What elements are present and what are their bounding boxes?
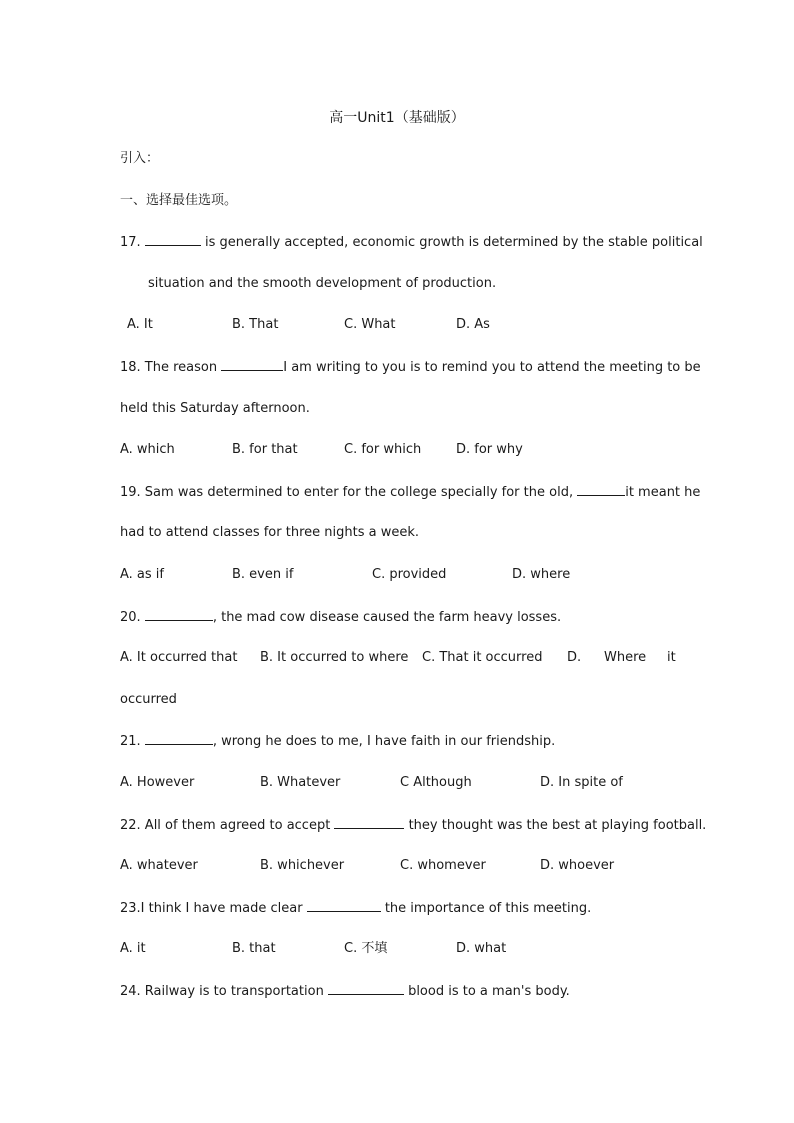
option-c: C. for which xyxy=(344,442,422,457)
option-a: A. which xyxy=(120,442,175,457)
option-d: D. where xyxy=(512,567,571,582)
intro-label: 引入： xyxy=(120,151,160,166)
option-d: D. what xyxy=(456,941,507,956)
option-d: D. As xyxy=(456,317,490,332)
option-d-text: it xyxy=(667,650,676,665)
option-d: D. In spite of xyxy=(540,775,623,790)
option-a: A. as if xyxy=(120,567,164,582)
answer-blank xyxy=(145,608,213,621)
option-c: C. 不填 xyxy=(344,941,388,956)
option-a: A. whatever xyxy=(120,858,198,873)
option-d: D. for why xyxy=(456,442,523,457)
answer-blank xyxy=(577,483,625,496)
question-19-continued: had to attend classes for three nights a week. xyxy=(120,525,419,540)
page-title: 高一Unit1（基础版） xyxy=(329,110,465,126)
option-a: A. It occurred that xyxy=(120,650,238,665)
option-c: C. What xyxy=(344,317,396,332)
option-c: C. provided xyxy=(372,567,447,582)
answer-blank xyxy=(307,899,381,912)
question-17: 17. is generally accepted, economic growth is determined by the stable political xyxy=(120,235,703,250)
option-d: D. whoever xyxy=(540,858,615,873)
question-20: 20. , the mad cow disease caused the farm heavy losses. xyxy=(120,610,562,625)
question-21: 21. , wrong he does to me, I have faith in our friendship. xyxy=(120,734,556,749)
option-b: B. That xyxy=(232,317,279,332)
option-c: C Although xyxy=(400,775,472,790)
question-23: 23.I think I have made clear the importance of this meeting. xyxy=(120,901,592,916)
section-heading: 一、选择最佳选项。 xyxy=(120,193,238,208)
answer-blank xyxy=(145,732,213,745)
option-b: B. whichever xyxy=(260,858,345,873)
answer-blank xyxy=(221,358,283,371)
question-22: 22. All of them agreed to accept they thought was the best at playing football. xyxy=(120,818,707,833)
question-17-continued: situation and the smooth development of production. xyxy=(148,276,497,291)
option-d: D. xyxy=(567,650,582,665)
option-b: B. Whatever xyxy=(260,775,341,790)
question-19: 19. Sam was determined to enter for the college specially for the old, it meant he xyxy=(120,485,701,500)
option-a: A. It xyxy=(127,317,153,332)
question-24: 24. Railway is to transportation blood is to a man's body. xyxy=(120,984,570,999)
option-b: B. It occurred to where xyxy=(260,650,409,665)
answer-blank xyxy=(145,233,201,246)
option-d-text: Where xyxy=(604,650,647,665)
answer-blank xyxy=(328,982,404,995)
option-a: A. However xyxy=(120,775,195,790)
option-b: B. for that xyxy=(232,442,298,457)
option-b: B. that xyxy=(232,941,276,956)
option-b: B. even if xyxy=(232,567,294,582)
option-a: A. it xyxy=(120,941,146,956)
question-18: 18. The reason I am writing to you is to remind you to attend the meeting to be xyxy=(120,360,701,375)
option-c: C. whomever xyxy=(400,858,486,873)
option-d-continued: occurred xyxy=(120,692,177,707)
option-c: C. That it occurred xyxy=(422,650,543,665)
question-18-continued: held this Saturday afternoon. xyxy=(120,401,310,416)
answer-blank xyxy=(334,816,404,829)
